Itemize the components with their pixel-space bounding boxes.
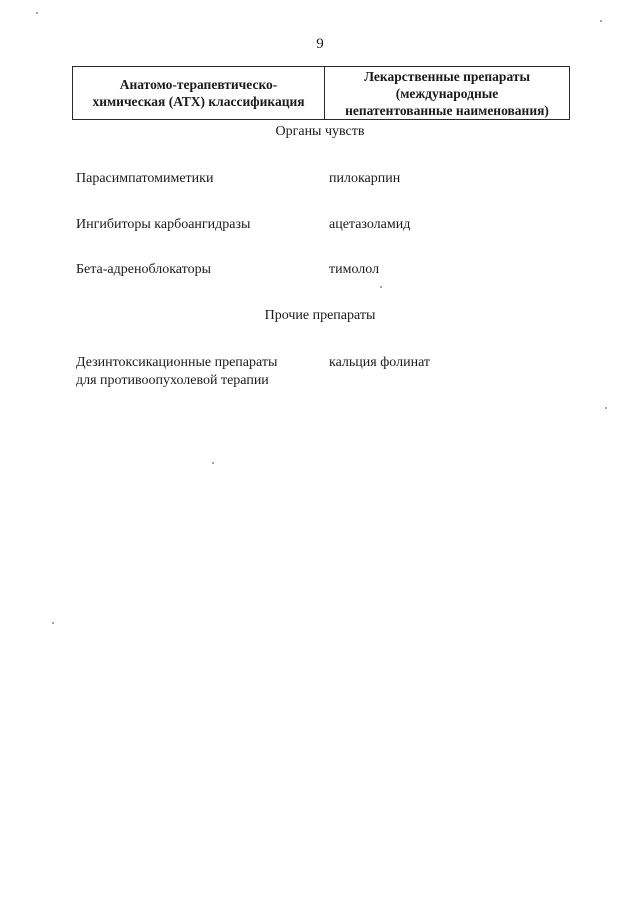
header-col2-line2: (международные <box>395 85 499 101</box>
section-title-sense-organs: Органы чувств <box>275 124 365 139</box>
header-col2-line1: Лекарственные препараты <box>363 68 531 84</box>
scan-speck <box>212 462 214 464</box>
scan-speck <box>36 12 38 14</box>
header-col1-line2: химическая (АТХ) классификация <box>92 94 305 109</box>
classification-beta-blockers: Бета-адреноблокаторы <box>76 262 212 277</box>
table-header <box>72 66 570 120</box>
page-number: 9 <box>316 36 324 52</box>
classification-carbonic-anhydrase-inhibitors: Ингибиторы карбоангидразы <box>76 217 251 232</box>
drug-pilocarpine: пилокарпин <box>329 171 401 186</box>
classification-line2: для противоопухолевой терапии <box>76 373 269 388</box>
classification-line1: Дезинтоксикационные препараты <box>76 355 278 370</box>
header-col2-line3: непатентованные наименования) <box>345 102 549 118</box>
header-atc-classification <box>73 67 325 119</box>
drug-calcium-folinate: кальция фолинат <box>329 355 431 370</box>
scan-speck <box>605 407 607 409</box>
header-medications <box>325 67 569 119</box>
header-col1-line1: Анатомо-терапевтическо- <box>119 77 278 92</box>
classification-detox-antitumor <box>76 354 316 390</box>
section-title-other-drugs: Прочие препараты <box>264 308 376 323</box>
drug-timolol: тимолол <box>329 262 380 277</box>
classification-parasympathomimetics: Парасимпатомиметики <box>76 171 214 186</box>
scan-speck <box>52 622 54 624</box>
scan-speck <box>600 20 602 22</box>
scan-speck <box>380 286 382 288</box>
drug-acetazolamide: ацетазоламид <box>329 217 411 232</box>
